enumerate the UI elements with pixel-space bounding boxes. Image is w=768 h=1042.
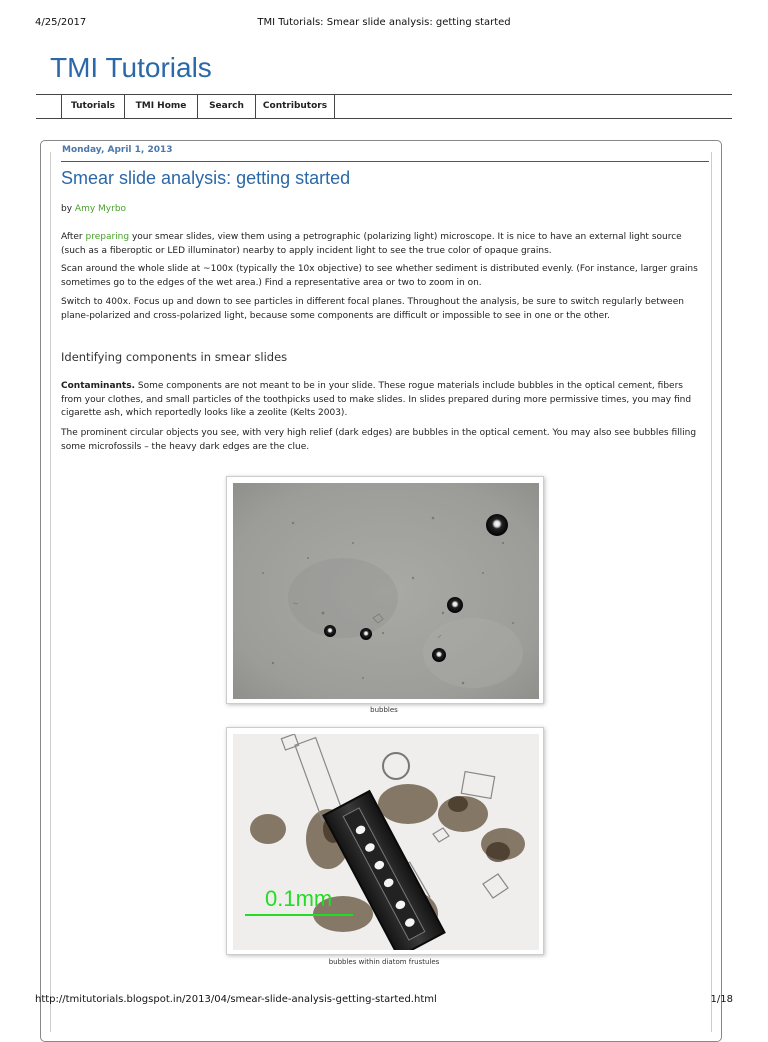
print-title: TMI Tutorials: Smear slide analysis: getting started [257,17,511,28]
print-url: http://tmitutorials.blogspot.in/2013/04/smear-slide-analysis-getting-started.html [35,994,437,1005]
byline-prefix: by [61,204,73,214]
paragraph-scan: Scan around the whole slide at ~100x (typically the 10x objective) to see whether sediment is distributed evenly. (For instance, larger grains sometimes go to the edges of the wet area.) Find a representative area or two to zoom in on. [61,264,698,288]
figure-diatoms-caption: bubbles within diatom frustules [328,958,440,966]
paragraph-intro [61,231,701,258]
section-heading: Identifying components in smear slides [61,350,288,364]
print-date: 4/25/2017 [35,17,87,28]
blog-title[interactable]: TMI Tutorials [50,52,212,83]
p1-text-before: After [61,232,86,242]
bubble [360,628,372,640]
contaminants-text: Some components are not meant to be in your slide. These rogue materials include bubbles in the optical cement, fibers from your clothes, and small particles of the toothpicks used to make slides. In slides prepared during more permissive times, you may find cigarette ash, which reportedly looks like a zeolite (Kelts 2003). [61,381,692,418]
contaminants-label: Contaminants. [61,381,135,391]
bubble [432,648,446,662]
page-tabs [36,94,732,119]
byline [61,204,126,214]
post-title[interactable]: Smear slide analysis: getting started [61,168,351,188]
diatom-micrograph [233,734,539,950]
tab-contributors[interactable]: Contributors [255,95,335,118]
scale-bar-label: 0.1mm [265,886,333,911]
print-page-number: 1/18 [710,994,733,1005]
figure-diatoms [226,727,544,955]
figure-bubbles-caption: bubbles [370,706,398,714]
tab-tutorials[interactable]: Tutorials [61,95,124,118]
bubbles-micrograph [233,483,539,699]
print-header [35,17,733,31]
paragraph-bubbles: The prominent circular objects you see, with very high relief (dark edges) are bubbles in the optical cement. You may also see bubbles filling some microfossils – the heavy dark edges are the clue. [61,428,697,452]
tab-tmi-home[interactable]: TMI Home [124,95,197,118]
tab-search[interactable]: Search [197,95,255,118]
bubble [447,597,463,613]
p1-text-after: your smear slides, view them using a petrographic (polarizing light) microscope. It is nice to have an external light source (such as a fiberoptic or LED illuminator) nearby to apply incident light to see the true color of opaque grains. [61,232,682,256]
bubble-large [486,514,508,536]
author-link[interactable]: Amy Myrbo [74,204,127,214]
figure-bubbles [226,476,544,704]
date-divider [61,161,709,162]
post-date: Monday, April 1, 2013 [62,145,173,155]
preparing-link[interactable]: preparing [85,232,130,242]
paragraph-contaminants [61,380,701,421]
paragraph-switch: Switch to 400x. Focus up and down to see particles in different focal planes. Throughout the analysis, be sure to switch regularly between plane-polarized and cross-polarized light, because some components are difficult or impossible to see in one or the other. [61,297,684,321]
bubble [324,625,336,637]
